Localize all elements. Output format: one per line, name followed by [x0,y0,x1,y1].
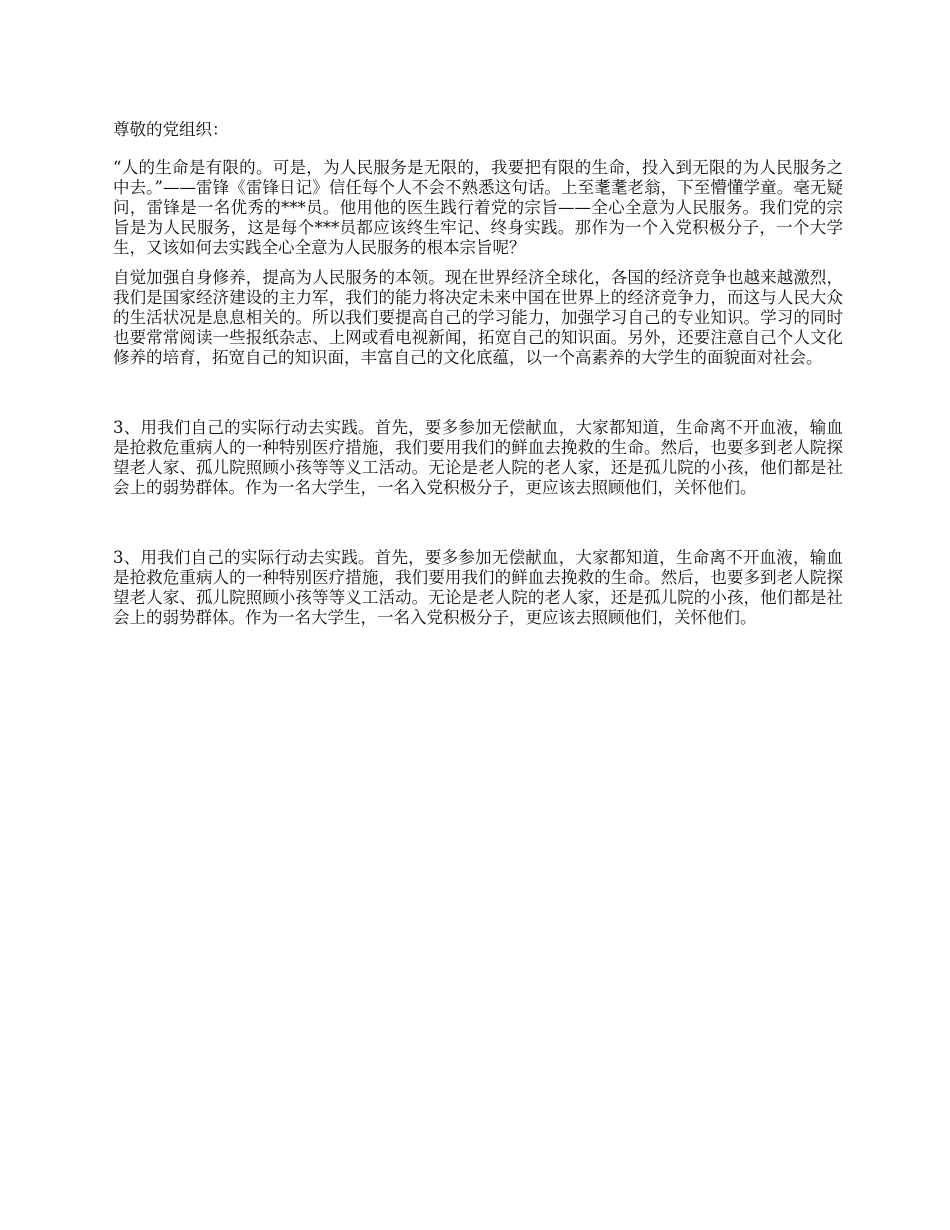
blank-space [113,368,843,418]
paragraph: “人的生命是有限的。可是，为人民服务是无限的，我要把有限的生命，投入到无限的为人民服务之中去。”——雷锋《雷锋日记》信任每个人不会不熟悉这句话。上至耄耄老翁，下至懵懂学童。毫无疑问，雷锋是一名优秀的***员。他用他的医生践行着党的宗旨——全心全意为人民服务。我们党的宗旨是为人民服务，这是每个***员都应该终生牢记、终身实践。那作为一个入党积极分子，一个大学生，又该如何去实践全心全意为人民服务的根本宗旨呢？ [113,158,843,257]
paragraph: 自觉加强自身修养，提高为人民服务的本领。现在世界经济全球化，各国的经济竞争也越来越激烈，我们是国家经济建设的主力军，我们的能力将决定未来中国在世界上的经济竞争力，而这与人民大众的生活状况是息息相关的。所以我们要提高自己的学习能力，加强学习自己的专业知识。学习的同时也要常常阅读一些报纸杂志、上网或看电视新闻，拓宽自己的知识面。另外，还要注意自己个人文化修养的培育，拓宽自己的知识面，丰富自己的文化底蕴，以一个高素养的大学生的面貌面对社会。 [113,268,843,367]
paragraph: 3、用我们自己的实际行动去实践。首先，要多参加无偿献血，大家都知道，生命离不开血液，输血是抢救危重病人的一种特别医疗措施，我们要用我们的鲜血去挽救的生命。然后，也要多到老人院探望老人家、孤儿院照顾小孩等等义工活动。无论是老人院的老人家，还是孤儿院的小孩，他们都是社会上的弱势群体。作为一名大学生，一名入党积极分子，更应该去照顾他们，关怀他们。 [113,548,843,627]
document-body [113,120,843,628]
blank-space [113,498,843,548]
salutation: 尊敬的党组织： [113,120,229,139]
paragraph: 3、用我们自己的实际行动去实践。首先，要多参加无偿献血，大家都知道，生命离不开血液，输血是抢救危重病人的一种特别医疗措施，我们要用我们的鲜血去挽救的生命。然后，也要多到老人院探望老人家、孤儿院照顾小孩等等义工活动。无论是老人院的老人家，还是孤儿院的小孩，他们都是社会上的弱势群体。作为一名大学生，一名入党积极分子，更应该去照顾他们，关怀他们。 [113,418,843,497]
